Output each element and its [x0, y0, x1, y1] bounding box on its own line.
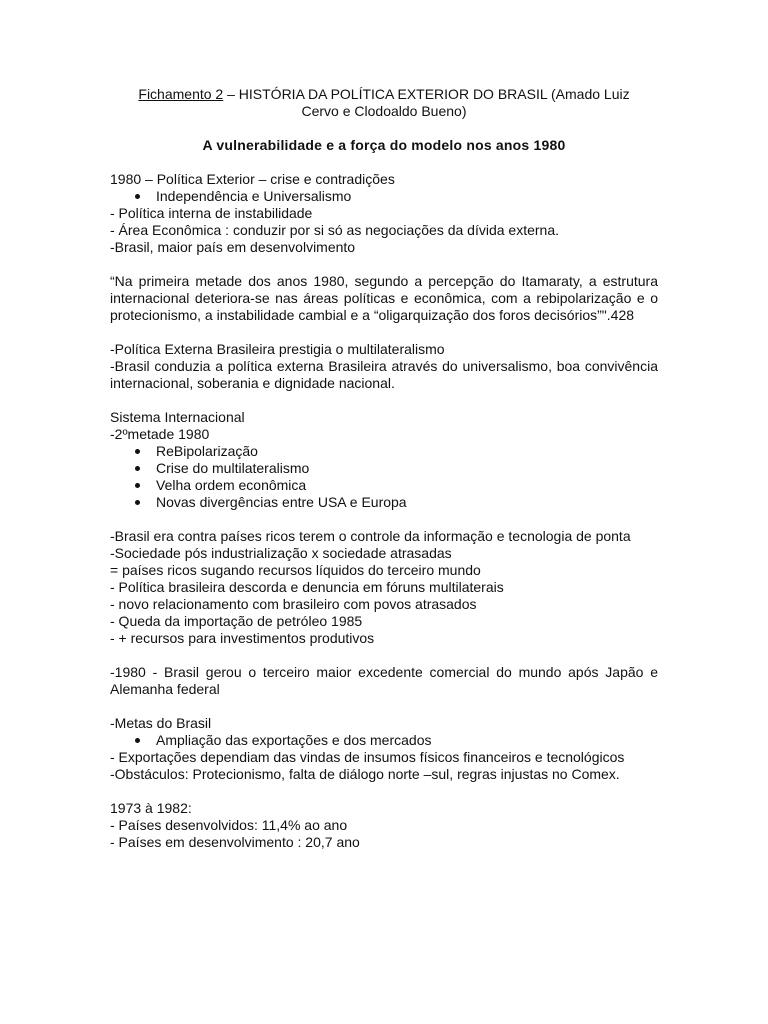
s5-paragraph: -1980 - Brasil gerou o terceiro maior excedente comercial do mundo após Japão e Alemanha federal — [110, 664, 658, 697]
section-heading: A vulnerabilidade e a força do modelo nos anos 1980 — [202, 137, 566, 153]
s7-line: 1973 à 1982: — [110, 800, 192, 816]
s6-title: -Metas do Brasil — [110, 715, 212, 731]
s1-line: - Área Econômica : conduzir por si só as negociações da dívida externa. — [110, 222, 560, 238]
document-body — [110, 86, 658, 851]
s4-line: - Queda da importação de petróleo 1985 — [110, 613, 363, 629]
title-line2: Cervo e Clodoaldo Bueno) — [301, 103, 467, 119]
s3-bullet — [110, 477, 658, 494]
bullet-text: Velha ordem econômica — [156, 477, 307, 493]
s4-paragraph: -Brasil era contra países ricos terem o controle da informação e tecnologia de ponta — [110, 528, 631, 544]
s6-paragraph: -Obstáculos: Protecionismo, falta de diálogo norte –sul, regras injustas no Comex. — [110, 766, 620, 782]
s3-bullet — [110, 443, 658, 460]
s2-line: -Política Externa Brasileira prestigia o multilateralismo — [110, 341, 445, 357]
s2-paragraph: -Brasil conduzia a política externa Brasileira através do universalismo, boa convivência internacional, soberania e dignidade nacional. — [110, 358, 658, 391]
s6-paragraph: - Exportações dependiam das vindas de insumos físicos financeiros e tecnológicos — [110, 749, 625, 765]
bullet-text: Novas divergências entre USA e Europa — [156, 494, 407, 510]
bullet-text: Crise do multilateralismo — [156, 460, 310, 476]
s3-bullet — [110, 460, 658, 477]
bullet-icon — [135, 483, 140, 488]
bullet-icon — [135, 738, 140, 743]
s4-line: -Sociedade pós industrialização x sociedade atrasadas — [110, 545, 452, 561]
title-prefix: Fichamento 2 — [138, 86, 224, 102]
s3-sub: -2ºmetade 1980 — [110, 426, 210, 442]
bullet-icon — [135, 449, 140, 454]
s4-line: = países ricos sugando recursos líquidos do terceiro mundo — [110, 562, 481, 578]
s1-intro: 1980 – Política Exterior – crise e contradições — [110, 171, 395, 187]
quote-paragraph: “Na primeira metade dos anos 1980, segundo a percepção do Itamaraty, a estrutura internacional deteriora-se nas áreas políticas e econômica, com a rebipolarização e o protecionismo, a instabilidade cambial e a “oligarquização dos foros decisórios”".428 — [110, 273, 658, 323]
s4-line: - novo relacionamento com brasileiro com povos atrasados — [110, 596, 477, 612]
bullet-icon — [135, 194, 140, 199]
bullet-text: Ampliação das exportações e dos mercados — [156, 732, 432, 748]
bullet-icon — [135, 500, 140, 505]
bullet-icon — [135, 466, 140, 471]
s1-line: -Brasil, maior país em desenvolvimento — [110, 239, 356, 255]
s6-bullet — [110, 732, 658, 749]
s1-bullet — [110, 188, 658, 205]
s7-line: - Países em desenvolvimento : 20,7 ano — [110, 834, 360, 850]
s1-line: - Política interna de instabilidade — [110, 205, 313, 221]
bullet-text: Independência e Universalismo — [156, 188, 352, 204]
title-rest: – HISTÓRIA DA POLÍTICA EXTERIOR DO BRASIL (Amado Luiz — [223, 86, 630, 102]
bullet-text: ReBipolarização — [156, 443, 258, 459]
s4-line: - + recursos para investimentos produtivos — [110, 630, 375, 646]
s4-line: - Política brasileira descorda e denuncia em fóruns multilaterais — [110, 579, 504, 595]
s7-line: - Países desenvolvidos: 11,4% ao ano — [110, 817, 348, 833]
s3-bullet — [110, 494, 658, 511]
document-title — [110, 86, 658, 120]
s3-title: Sistema Internacional — [110, 409, 245, 425]
